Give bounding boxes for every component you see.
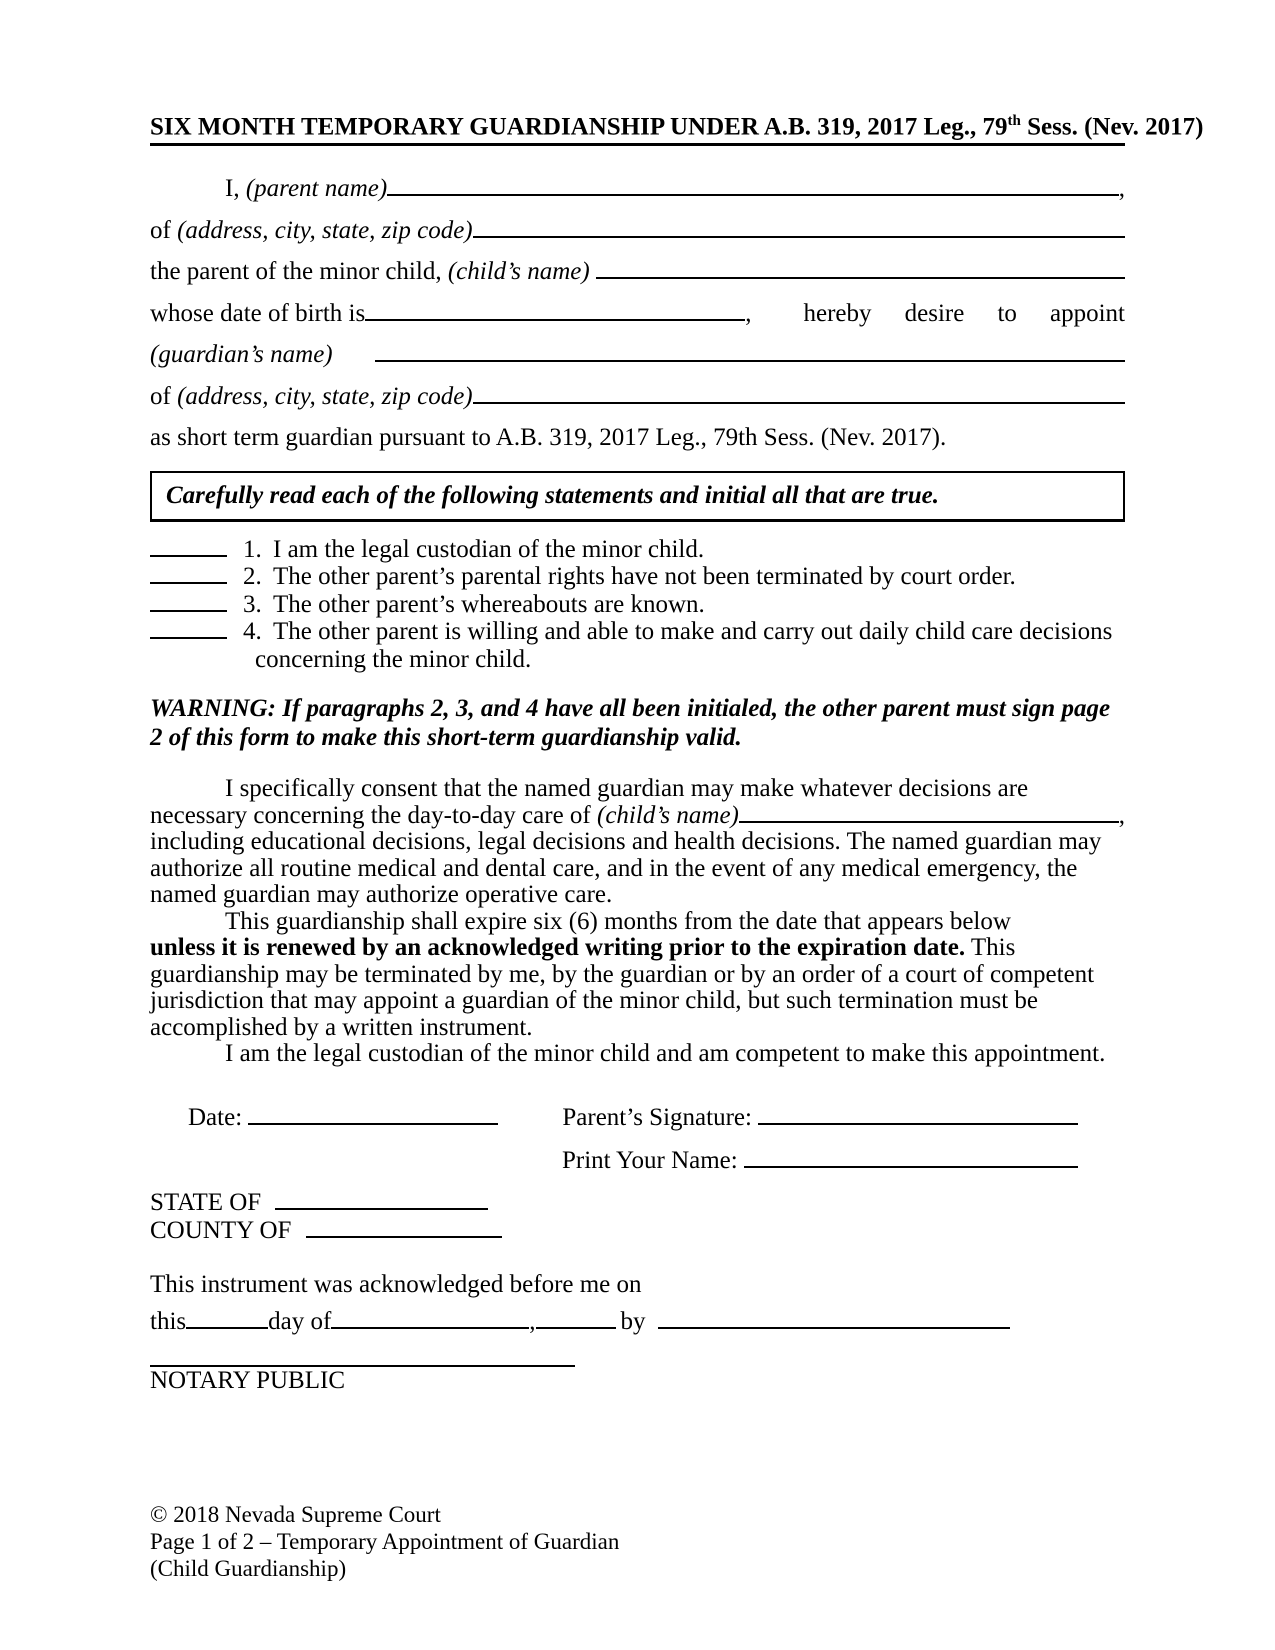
warning-paragraph: [150, 695, 1125, 752]
statement-number: 3.: [243, 590, 262, 618]
spacer: [590, 251, 596, 293]
statements-list: [150, 536, 1125, 674]
child-name-hint: (child’s name): [447, 258, 590, 286]
word-hereby: hereby: [803, 299, 872, 327]
statute-line: [150, 417, 1125, 459]
doc-type-text: (Child Guardianship): [150, 1555, 347, 1581]
statement-number: 4.: [243, 618, 262, 646]
guardian-address-prefix: of: [150, 382, 178, 410]
child-name-line: [150, 251, 1125, 293]
statement-4-initial-blank[interactable]: [150, 633, 227, 639]
consent-comma: ,: [1118, 801, 1125, 829]
word-appoint: appoint: [1050, 299, 1125, 327]
ack-month-blank[interactable]: [331, 1323, 529, 1329]
page-title: [150, 106, 1204, 146]
statement-text: The other parent’s whereabouts are known.: [273, 590, 705, 618]
word-desire: desire: [904, 299, 965, 327]
consent-line: authorize all routine medical and dental care, and in the event of any medical emergency, the: [150, 854, 1078, 882]
date-label: Date:: [188, 1103, 249, 1131]
title-text-end: Sess. (Nev. 2017): [1020, 113, 1204, 141]
state-of-row: [150, 1189, 1125, 1217]
acknowledgment-intro: This instrument was acknowledged before me on: [150, 1270, 642, 1298]
notice-text: Carefully read each of the following statements and initial all that are true.: [166, 481, 939, 509]
statement-2: [150, 563, 1125, 591]
acknowledgment-row: [150, 1308, 1125, 1335]
expiration-line: guardianship may be terminated by me, by the guardian or by an order of a court of competent: [150, 960, 1095, 988]
statement-1-initial-blank[interactable]: [150, 551, 227, 557]
date-signature-row: [150, 1102, 1125, 1134]
guardian-address-blank[interactable]: [473, 398, 1125, 404]
competency-statement: I am the legal custodian of the minor child and am competent to make this appointment.: [225, 1040, 1106, 1068]
page-footer: [150, 1501, 1125, 1582]
statement-text: I am the legal custodian of the minor child.: [273, 535, 705, 563]
parent-name-hint: (parent name): [245, 175, 388, 203]
consent-child-name-blank[interactable]: [739, 817, 1119, 823]
statement-3-initial-blank[interactable]: [150, 606, 227, 612]
child-name-prefix: the parent of the minor child,: [150, 258, 448, 286]
expiration-line-bold: This guardianship shall expire six (6) months from the date that appears below: [225, 907, 1011, 935]
statute-text: as short term guardian pursuant to A.B. 319, 2017 Leg., 79th Sess. (Nev. 2017).: [150, 424, 947, 452]
guardian-name-line: [150, 334, 1125, 376]
consent-line: named guardian may authorize operative care.: [150, 881, 613, 909]
expiration-regular-text: This: [965, 934, 1016, 962]
consent-prefix: necessary concerning the day-to-day care of: [150, 801, 597, 829]
consent-paragraph: [150, 776, 1125, 909]
parent-signature-label: Parent’s Signature:: [562, 1103, 759, 1131]
expiration-paragraph: [150, 909, 1125, 1068]
word-to: to: [997, 299, 1017, 327]
title-superscript: th: [1007, 113, 1021, 129]
expiration-bold-text: unless it is renewed by an acknowledged writing prior to the expiration date.: [150, 934, 966, 962]
address-prefix: of: [150, 216, 178, 244]
expiration-line: jurisdiction that may appoint a guardian of the minor child, but such termination must be: [150, 987, 1039, 1015]
warning-line: 2 of this form to make this short-term guardianship valid.: [150, 723, 742, 751]
dob-blank[interactable]: [365, 315, 745, 321]
ack-year-blank[interactable]: [536, 1323, 616, 1329]
ack-by-blank[interactable]: [658, 1323, 1010, 1329]
statement-4: [150, 618, 1125, 646]
expiration-line: accomplished by a written instrument.: [150, 1013, 533, 1041]
statement-2-initial-blank[interactable]: [150, 578, 227, 584]
page-info-text: Page 1 of 2 – Temporary Appointment of Guardian: [150, 1528, 620, 1554]
title-text: SIX MONTH TEMPORARY GUARDIANSHIP UNDER A.B. 319, 2017 Leg., 79: [150, 113, 1008, 141]
justified-words: [751, 293, 1125, 335]
this-label: this: [150, 1307, 187, 1335]
expiration-line-mixed: [150, 935, 1125, 962]
consent-line: including educational decisions, legal decisions and health decisions. The named guardian may: [150, 828, 1102, 856]
parent-address-line: [150, 210, 1125, 252]
address-hint: (address, city, state, zip code): [177, 216, 473, 244]
copyright-text: © 2018 Nevada Supreme Court: [150, 1501, 441, 1527]
guardian-name-blank[interactable]: [375, 356, 1125, 362]
parent-name-blank[interactable]: [387, 190, 1119, 196]
consent-child-name-hint: (child’s name): [597, 801, 739, 829]
statement-number: 1.: [243, 535, 262, 563]
parent-signature-blank[interactable]: [758, 1119, 1078, 1125]
county-of-label: COUNTY OF: [150, 1216, 298, 1244]
print-name-blank[interactable]: [744, 1162, 1078, 1168]
notice-box: [150, 471, 1125, 522]
guardian-address-line: [150, 376, 1125, 418]
county-of-row: [150, 1217, 1125, 1245]
intro-section: [150, 168, 1125, 459]
consent-line: I specifically consent that the named guardian may make whatever decisions are: [225, 775, 1029, 803]
ack-comma: ,: [529, 1307, 536, 1335]
warning-line: WARNING: If paragraphs 2, 3, and 4 have all been initialed, the other parent must sign page: [150, 695, 1111, 723]
statement-text: The other parent’s parental rights have not been terminated by court order.: [273, 563, 1016, 591]
county-blank[interactable]: [306, 1232, 502, 1238]
guardian-name-hint: (guardian’s name): [150, 341, 333, 369]
parent-name-line: [150, 168, 1125, 210]
dob-prefix: whose date of birth is: [150, 299, 366, 327]
ack-day-number-blank[interactable]: [186, 1323, 268, 1329]
notary-public-label: NOTARY PUBLIC: [150, 1366, 346, 1394]
statement-text: The other parent is willing and able to make and carry out daily child care decisions: [273, 618, 1113, 646]
consent-child-name-line: [150, 803, 1125, 830]
statement-3: [150, 591, 1125, 619]
date-of-birth-line: [150, 293, 1125, 335]
dob-comma: ,: [745, 299, 752, 327]
parent-name-prefix: I,: [225, 175, 246, 203]
by-label: by: [620, 1307, 652, 1335]
statement-1: [150, 536, 1125, 564]
parent-address-blank[interactable]: [473, 232, 1125, 238]
statement-4-wrap-line: concerning the minor child.: [255, 645, 532, 673]
statement-number: 2.: [243, 563, 262, 591]
child-name-blank[interactable]: [596, 273, 1125, 279]
print-name-row: [150, 1145, 1125, 1177]
day-of-label: day of: [268, 1307, 332, 1335]
date-blank[interactable]: [248, 1119, 498, 1125]
state-of-label: STATE OF: [150, 1188, 268, 1216]
trailing-comma: ,: [1118, 175, 1125, 203]
guardian-address-hint: (address, city, state, zip code): [177, 382, 473, 410]
state-blank[interactable]: [275, 1204, 488, 1210]
print-name-label: Print Your Name:: [562, 1146, 744, 1174]
